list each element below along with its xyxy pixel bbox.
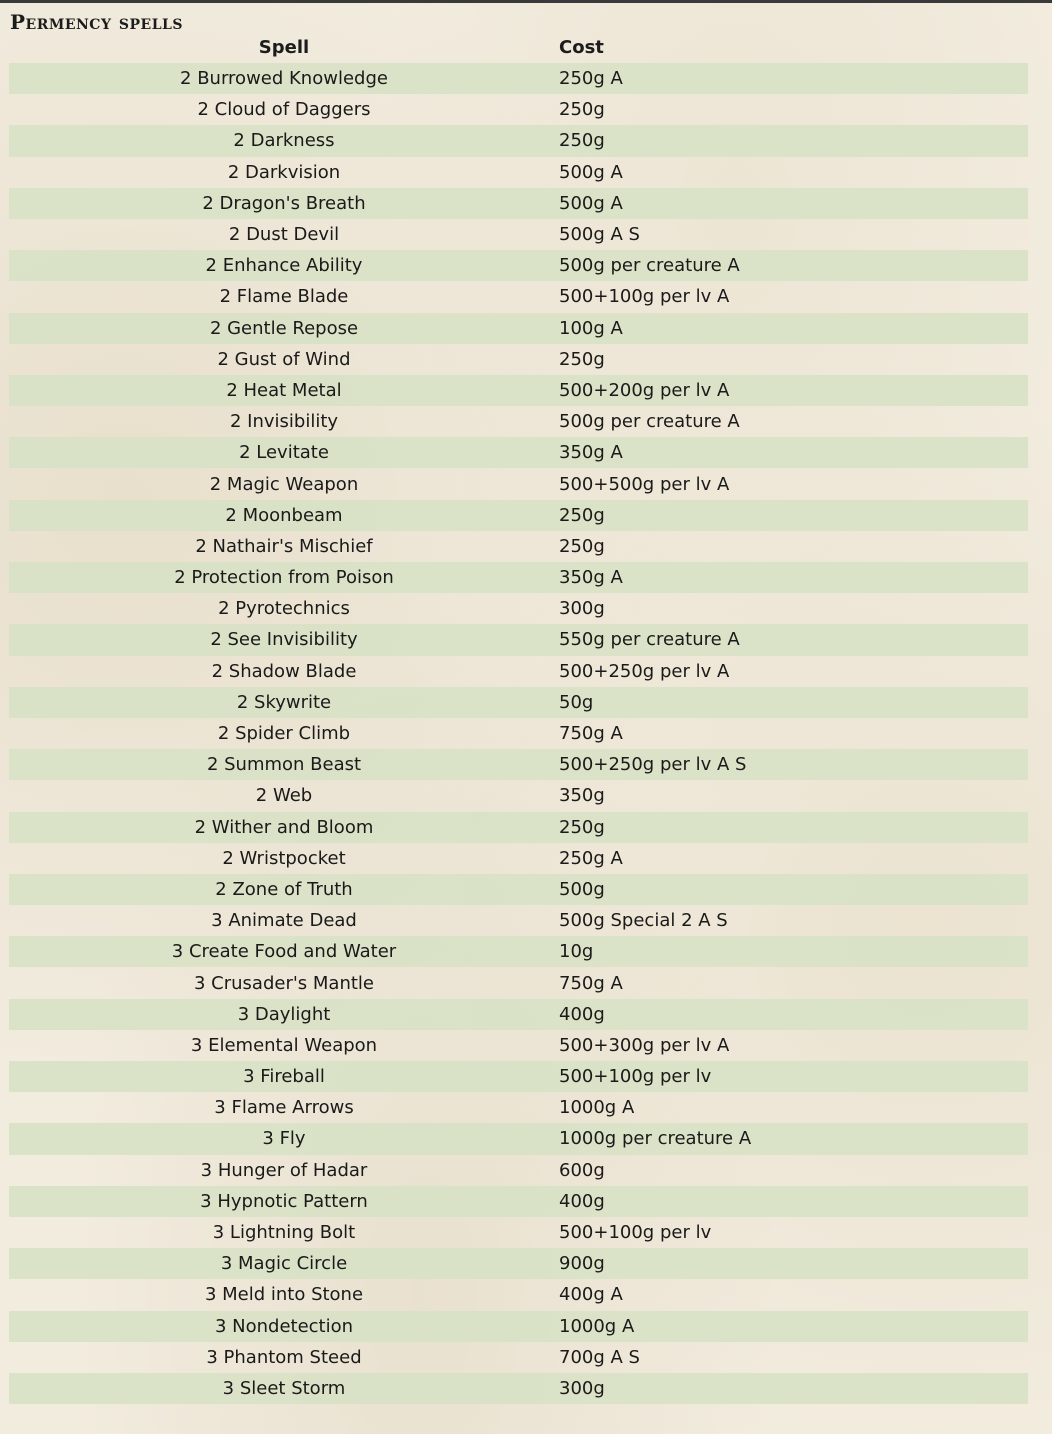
spell-name-cell: 2 Darkvision [227, 161, 341, 183]
spell-name-cell: 2 Shadow Blade [211, 660, 357, 682]
spell-name-cell: 2 Magic Weapon [209, 473, 359, 495]
spell-cost-cell: 1000g A [559, 1311, 1028, 1342]
table-row [9, 874, 1028, 905]
spell-name-cell: 2 Pyrotechnics [218, 598, 350, 620]
spell-cost-cell: 250g A [559, 63, 1028, 94]
table-row [9, 1279, 1028, 1310]
table-row [9, 1373, 1028, 1404]
table-row [9, 812, 1028, 843]
spell-name-cell: 2 Burrowed Knowledge [9, 63, 559, 94]
table-row [9, 500, 1028, 531]
spell-cost-cell: 1000g A [559, 1097, 635, 1119]
spell-cost-cell: 100g A [559, 313, 1028, 344]
spell-cost-cell: 550g per creature A [559, 624, 1028, 655]
spell-cost-cell: 500+250g per lv A S [559, 749, 1028, 780]
spell-cost-cell: 400g A [559, 1284, 623, 1306]
spell-cost-cell: 50g [559, 687, 1028, 718]
table-row [9, 1311, 1028, 1342]
spell-name-cell: 3 Nondetection [9, 1311, 559, 1342]
table-row [9, 687, 1028, 718]
spell-name-cell: 3 Meld into Stone [204, 1284, 364, 1306]
table-row [9, 1342, 1028, 1373]
spell-name-cell: 2 Cloud of Daggers [197, 99, 371, 121]
spell-cost-cell: 700g A S [559, 1346, 640, 1368]
spell-cost-cell: 500+100g per lv [559, 1222, 712, 1244]
spell-name-cell: 2 Gentle Repose [9, 313, 559, 344]
table-row [9, 219, 1028, 250]
table-row [9, 1248, 1028, 1279]
table-row [9, 843, 1028, 874]
table-row [9, 905, 1028, 936]
spell-cost-cell: 500g Special 2 A S [559, 910, 728, 932]
spell-name-cell: 3 Hunger of Hadar [200, 1159, 368, 1181]
spell-cost-cell: 500+300g per lv A [559, 1034, 730, 1056]
spell-cost-cell: 250g [559, 500, 1028, 531]
spell-cost-cell: 500+100g per lv [559, 1061, 1028, 1092]
spell-name-cell: 2 Heat Metal [9, 375, 559, 406]
spell-cost-cell: 500g A [559, 161, 623, 183]
table-row [9, 656, 1028, 687]
table-row [9, 593, 1028, 624]
spell-cost-cell: 500+200g per lv A [559, 375, 1028, 406]
spell-name-cell: 2 Wristpocket [222, 847, 346, 869]
table-row [9, 63, 1028, 94]
spell-cost-cell: 400g [559, 1186, 1028, 1217]
spell-cost-cell: 300g [559, 598, 605, 620]
spell-name-cell: 2 Skywrite [9, 687, 559, 718]
spell-name-cell: 2 Moonbeam [9, 500, 559, 531]
spell-cost-cell: 500g [559, 874, 1028, 905]
spell-name-cell: 3 Magic Circle [9, 1248, 559, 1279]
spell-cost-cell: 350g [559, 785, 605, 807]
spell-name-cell: 3 Flame Arrows [214, 1097, 354, 1119]
spell-name-cell: 2 Gust of Wind [217, 348, 351, 370]
table-row [9, 125, 1028, 156]
table-row [9, 1217, 1028, 1248]
table-row [9, 749, 1028, 780]
spell-cost-cell: 250g [559, 125, 1028, 156]
table-row [9, 468, 1028, 499]
spell-cost-cell: 250g [559, 99, 605, 121]
spell-cost-cell: 900g [559, 1248, 1028, 1279]
spell-cost-cell: 500+250g per lv A [559, 660, 730, 682]
table-row [9, 531, 1028, 562]
table-row [9, 94, 1028, 125]
spell-cost-cell: 750g A [559, 972, 623, 994]
spell-cost-cell: 500+500g per lv A [559, 473, 730, 495]
spell-table [9, 32, 1028, 1404]
table-row [9, 157, 1028, 188]
table-row [9, 1155, 1028, 1186]
spell-name-cell: 2 Spider Climb [217, 723, 351, 745]
spell-name-cell: 2 Summon Beast [9, 749, 559, 780]
table-row [9, 437, 1028, 468]
spell-name-cell: 3 Daylight [9, 999, 559, 1030]
column-header-spell: Spell [258, 37, 310, 58]
spell-name-cell: 2 Dragon's Breath [9, 188, 559, 219]
table-row [9, 936, 1028, 967]
spell-name-cell: 2 Protection from Poison [9, 562, 559, 593]
spell-cost-cell: 250g [559, 348, 605, 370]
spell-name-cell: 3 Fly [9, 1123, 559, 1154]
spell-name-cell: 3 Create Food and Water [9, 936, 559, 967]
spell-cost-cell: 10g [559, 936, 1028, 967]
spell-name-cell: 2 See Invisibility [9, 624, 559, 655]
spell-cost-cell: 500+100g per lv A [559, 286, 730, 308]
table-row [9, 1186, 1028, 1217]
spell-name-cell: 2 Enhance Ability [9, 250, 559, 281]
spell-name-cell: 3 Fireball [9, 1061, 559, 1092]
spell-cost-cell: 250g A [559, 847, 623, 869]
spell-cost-cell: 500g A [559, 188, 1028, 219]
spell-name-cell: 2 Invisibility [229, 411, 339, 433]
table-row [9, 375, 1028, 406]
table-row [9, 1092, 1028, 1123]
table-row [9, 967, 1028, 998]
top-border [0, 0, 1052, 3]
spell-cost-cell: 500g per creature A [559, 411, 740, 433]
spell-name-cell: 3 Phantom Steed [206, 1346, 362, 1368]
spell-name-cell: 2 Nathair's Mischief [195, 535, 373, 557]
spell-name-cell: 3 Hypnotic Pattern [9, 1186, 559, 1217]
spell-cost-cell: 1000g per creature A [559, 1123, 1028, 1154]
table-row [9, 313, 1028, 344]
table-header-row [9, 32, 1028, 63]
page-title: Permency spells [10, 10, 184, 34]
spell-name-cell: 2 Darkness [9, 125, 559, 156]
spell-cost-cell: 250g [559, 812, 1028, 843]
table-row [9, 1061, 1028, 1092]
spell-name-cell: 2 Dust Devil [228, 224, 340, 246]
table-body [9, 63, 1028, 1404]
spell-cost-cell: 500g A S [559, 224, 640, 246]
spell-name-cell: 3 Crusader's Mantle [193, 972, 374, 994]
table-row [9, 999, 1028, 1030]
spell-cost-cell: 350g A [559, 437, 1028, 468]
column-header-cost: Cost [559, 37, 604, 58]
table-row [9, 624, 1028, 655]
table-row [9, 406, 1028, 437]
spell-name-cell: 3 Elemental Weapon [190, 1034, 378, 1056]
spell-cost-cell: 350g A [559, 562, 1028, 593]
table-row [9, 562, 1028, 593]
table-row [9, 344, 1028, 375]
spell-name-cell: 2 Wither and Bloom [9, 812, 559, 843]
table-row [9, 188, 1028, 219]
spell-cost-cell: 300g [559, 1373, 1028, 1404]
table-row [9, 718, 1028, 749]
spell-cost-cell: 750g A [559, 723, 623, 745]
spell-name-cell: 3 Sleet Storm [9, 1373, 559, 1404]
table-row [9, 1030, 1028, 1061]
spell-name-cell: 2 Web [255, 785, 313, 807]
spell-name-cell: 2 Flame Blade [219, 286, 349, 308]
table-row [9, 250, 1028, 281]
table-row [9, 1123, 1028, 1154]
spell-cost-cell: 600g [559, 1159, 605, 1181]
table-row [9, 281, 1028, 312]
spell-name-cell: 2 Zone of Truth [9, 874, 559, 905]
spell-name-cell: 2 Levitate [9, 437, 559, 468]
spell-cost-cell: 400g [559, 999, 1028, 1030]
spell-name-cell: 3 Lightning Bolt [212, 1222, 356, 1244]
spell-cost-cell: 500g per creature A [559, 250, 1028, 281]
spell-cost-cell: 250g [559, 535, 605, 557]
table-row [9, 780, 1028, 811]
spell-name-cell: 3 Animate Dead [211, 910, 357, 932]
